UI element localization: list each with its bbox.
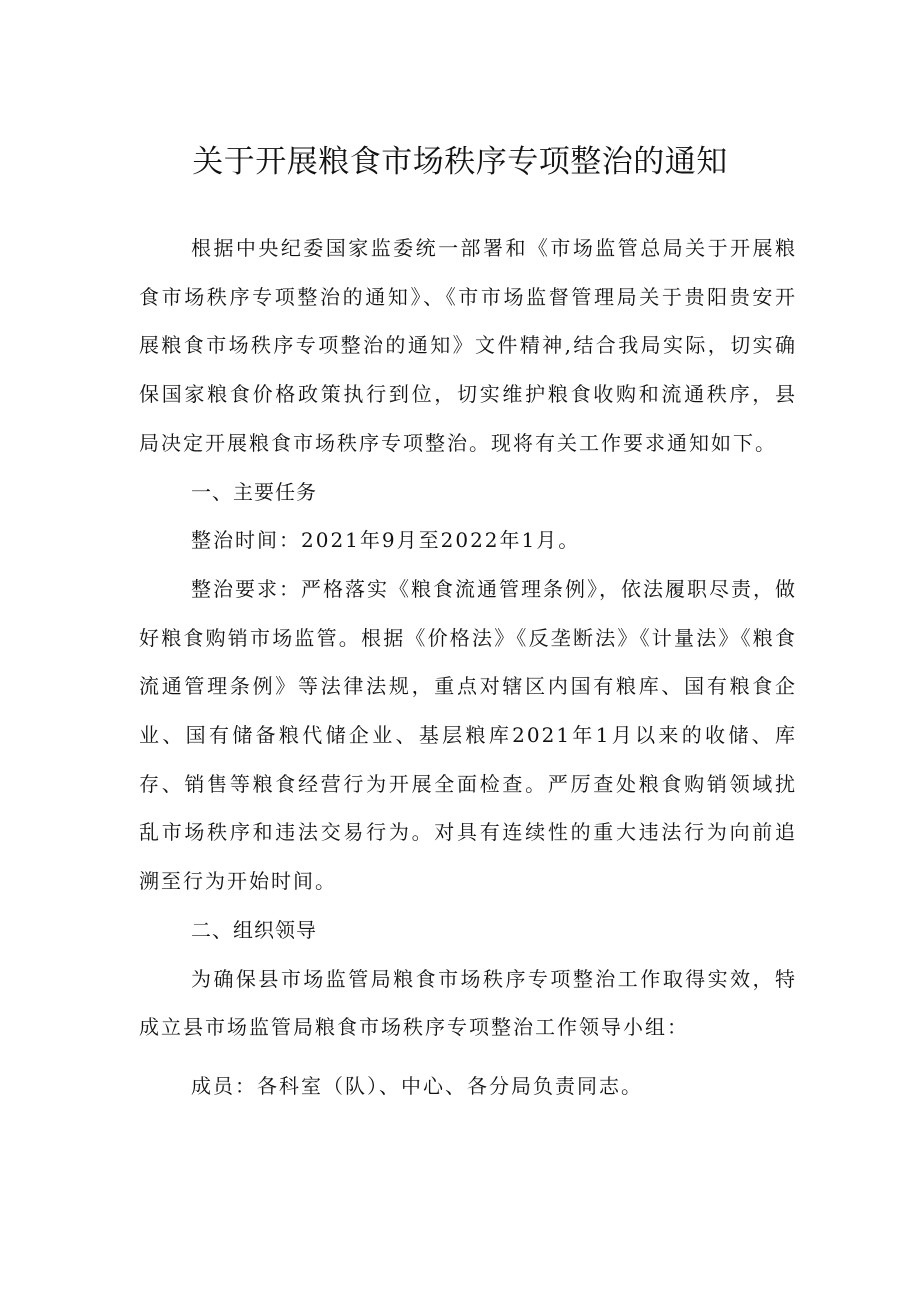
leadership-group-paragraph: 为确保县市场监管局粮食市场秩序专项整治工作取得实效，特成立县市场监管局粮食市场秩序专项整治工作领导小组： xyxy=(139,966,797,1040)
rectification-requirements-paragraph: 整治要求：严格落实《粮食流通管理条例》，依法履职尽责，做好粮食购销市场监管。根据《价格法》《反垄断法》《计量法》《粮食流通管理条例》等法律法规，重点对辖区内国有粮库、国有粮食企业、国有储备粮代储企业、基层粮库2021年1月以来的收储、库存、销售等粮食经营行为开展全面检查。严厉查处粮食购销领域扰乱市场秩序和违法交易行为。对具有连续性的重大违法行为向前追溯至行为开始时间。 xyxy=(139,576,797,894)
document-body xyxy=(139,224,797,1111)
intro-paragraph: 根据中央纪委国家监委统一部署和《市场监管总局关于开展粮食市场秩序专项整治的通知》、《市市场监督管理局关于贵阳贵安开展粮食市场秩序专项整治的通知》文件精神,结合我局实际，切实确保国家粮食价格政策执行到位，切实维护粮食收购和流通秩序，县局决定开展粮食市场秩序专项整治。现将有关工作要求通知如下。 xyxy=(139,236,797,455)
section-heading-leadership: 二、组织领导 xyxy=(191,917,317,942)
members-paragraph: 成员：各科室（队）、中心、各分局负责同志。 xyxy=(191,1073,643,1098)
rectification-time-paragraph: 整治时间：2021年9月至2022年1月。 xyxy=(191,528,581,553)
document-title: 关于开展粮食市场秩序专项整治的通知 xyxy=(192,144,728,180)
section-heading-main-tasks: 一、主要任务 xyxy=(191,479,317,504)
